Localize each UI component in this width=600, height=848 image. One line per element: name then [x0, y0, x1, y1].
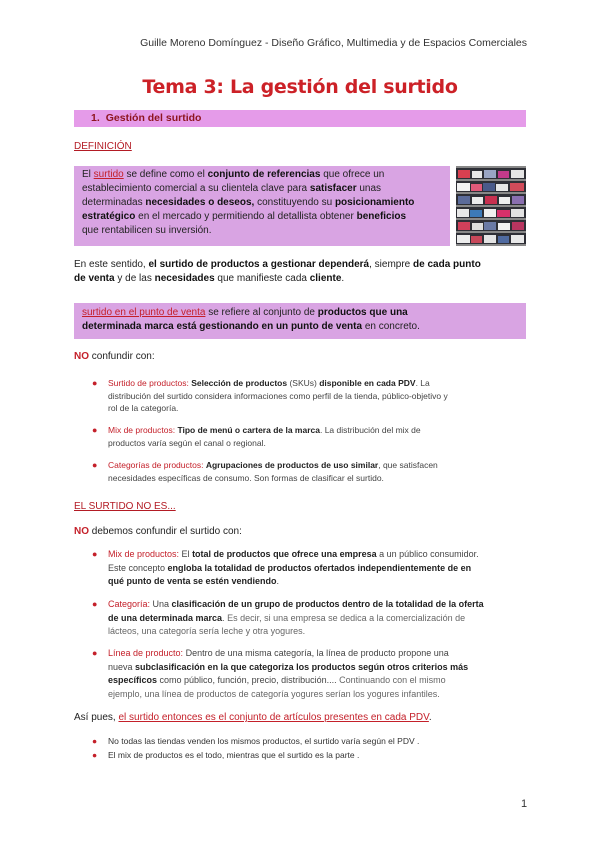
- page-title: Tema 3: La gestión del surtido: [142, 76, 458, 98]
- asi-pues-text: Así pues,: [74, 712, 116, 723]
- confundir-text: confundir con:: [91, 351, 155, 362]
- list-item: ● Categorías de productos: Agrupaciones de productos de uso similar, que satisfacen necesidades específicas de consumo. Son formas de clasificar el surtido.: [92, 460, 438, 483]
- page-number: 1: [521, 798, 528, 810]
- section-title: Gestión del surtido: [105, 112, 202, 124]
- list-item: ● Categoría: Una clasificación de un grupo de productos dentro de la totalidad de la oferta de una determinada marca. Es decir, si una empresa se dedica a la comercialización de lácteos, una categoría sería leche y otra yogures.: [92, 599, 484, 636]
- surtido-conclusion-link: el surtido entonces es el conjunto de artículos presentes en cada PDV: [118, 712, 429, 723]
- no-debemos-line: [74, 525, 526, 539]
- no-word: NO: [74, 526, 89, 537]
- list-item: ● Mix de productos: Tipo de menú o cartera de la marca. La distribución del mix de productos varía según el canal o regional.: [92, 425, 421, 448]
- section-heading: [74, 110, 526, 127]
- sneakers-shelf-image: [456, 166, 526, 246]
- definition-label: DEFINICIÓN: [74, 141, 132, 152]
- no-confundir-line: [74, 350, 526, 364]
- page-header: Guille Moreno Domínguez - Diseño Gráfico, Multimedia y de Espacios Comerciales: [140, 37, 527, 49]
- list-item: ● Surtido de productos: Selección de productos (SKUs) disponible en cada PDV. La distribución del surtido considera informaciones como perfil de la tienda, público-objetivo y rol de la categoría.: [92, 378, 448, 413]
- note-text: El mix de productos es el todo, mientras que el surtido es la parte .: [108, 750, 360, 760]
- asi-pues-line: Así pues, el surtido entonces es el conjunto de artículos presentes en cada PDV.: [74, 712, 432, 723]
- intro-paragraph: En este sentido, el surtido de productos a gestionar dependerá, siempre de cada punto de venta y de las necesidades que manifieste cada cliente.: [74, 259, 481, 284]
- no-word: NO: [74, 351, 89, 362]
- surtido-pdv-box: surtido en el punto de venta se refiere al conjunto de productos que una determinada marca está gestionando en un punto de venta en concreto.: [74, 303, 526, 339]
- note-item: ● El mix de productos es el todo, mientras que el surtido es la parte .: [92, 750, 360, 760]
- note-text: No todas las tiendas venden los mismos productos, el surtido varía según el PDV .: [108, 736, 420, 746]
- confundir-text: debemos confundir el surtido con:: [91, 526, 242, 537]
- note-item: ● No todas las tiendas venden los mismos productos, el surtido varía según el PDV .: [92, 736, 420, 746]
- surtido-no-es-label: EL SURTIDO NO ES...: [74, 501, 176, 512]
- definition-box: El surtido se define como el conjunto de referencias que ofrece un establecimiento comercial a su clientela clave para satisfacer unas determinadas necesidades o deseos, constituyendo su posicionamiento estratégico en el mercado y permitiendo al detallista obtener beneficios que rentabilicen su inversión.: [74, 166, 450, 246]
- section-number: 1.: [91, 112, 100, 124]
- list-item: ● Línea de producto: Dentro de una misma categoría, la línea de producto propone una nueva subclasificación en la que categoriza los productos según otros criterios más específicos como público, función, precio, distribución.... Continuando con el mismo ejemplo, una línea de productos de categoría yogures serían los yogures infantiles.: [92, 648, 469, 699]
- list-item: ● Mix de productos: El total de productos que ofrece una empresa a un público consumidor. Este concepto engloba la totalidad de productos ofertados independientemente de en qué punto de venta se estén vendiendo.: [92, 549, 479, 586]
